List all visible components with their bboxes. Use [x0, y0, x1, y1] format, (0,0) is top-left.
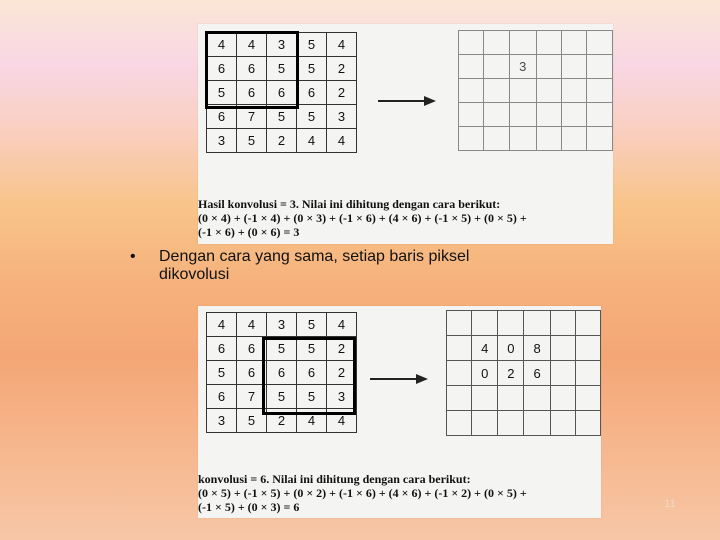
matrix-cell	[575, 361, 600, 386]
figure-caption	[198, 472, 601, 514]
matrix-cell	[447, 336, 472, 361]
matrix-row	[207, 129, 357, 153]
figure-bottom-image	[198, 306, 601, 518]
matrix-cell	[524, 411, 550, 436]
matrix-cell: 3	[509, 55, 536, 79]
matrix-cell: 4	[472, 336, 498, 361]
matrix-cell: 5	[207, 81, 237, 105]
matrix-cell	[447, 311, 472, 336]
caption-line-3: (-1 × 6) + (0 × 6) = 3	[198, 225, 300, 239]
matrix-cell	[447, 411, 472, 436]
matrix-cell: 5	[237, 409, 267, 433]
matrix-cell	[550, 386, 575, 411]
matrix-cell	[562, 103, 587, 127]
matrix-cell	[587, 55, 613, 79]
matrix-cell: 4	[237, 33, 267, 57]
matrix-cell	[550, 361, 575, 386]
matrix-cell	[536, 103, 561, 127]
arrow-right-icon	[370, 372, 430, 386]
matrix-cell	[524, 386, 550, 411]
matrix-cell	[562, 31, 587, 55]
matrix-cell: 5	[297, 313, 327, 337]
matrix-cell: 6	[207, 337, 237, 361]
matrix-cell	[587, 127, 613, 151]
matrix-cell: 4	[327, 313, 357, 337]
matrix-cell: 5	[267, 105, 297, 129]
matrix-cell	[509, 31, 536, 55]
matrix-cell: 5	[297, 105, 327, 129]
matrix-cell: 2	[327, 337, 357, 361]
matrix-cell	[536, 79, 561, 103]
matrix-cell	[536, 55, 561, 79]
bullet-icon: •	[130, 248, 136, 265]
matrix-cell	[498, 411, 524, 436]
matrix-cell: 4	[327, 409, 357, 433]
matrix-cell: 6	[207, 385, 237, 409]
input-matrix	[206, 312, 357, 433]
matrix-cell: 7	[237, 385, 267, 409]
matrix-cell	[459, 103, 484, 127]
matrix-cell: 4	[207, 33, 237, 57]
matrix-cell: 4	[237, 313, 267, 337]
matrix-row	[447, 311, 601, 336]
caption-line-2: (0 × 4) + (-1 × 4) + (0 × 3) + (-1 × 6) + (4 × 6) + (-1 × 5) + (0 × 5) +	[198, 211, 527, 225]
matrix-cell: 3	[267, 313, 297, 337]
matrix-cell: 0	[472, 361, 498, 386]
matrix-cell	[484, 31, 509, 55]
matrix-cell	[575, 336, 600, 361]
matrix-row	[207, 57, 357, 81]
matrix-cell	[575, 411, 600, 436]
matrix-row	[447, 411, 601, 436]
matrix-cell	[484, 79, 509, 103]
matrix-cell: 0	[498, 336, 524, 361]
matrix-cell: 3	[207, 409, 237, 433]
matrix-cell	[498, 311, 524, 336]
caption-line-1: Hasil konvolusi = 3. Nilai ini dihitung dengan cara berikut:	[198, 197, 501, 211]
arrow-right-icon	[378, 94, 438, 108]
matrix-cell	[562, 55, 587, 79]
matrix-cell: 6	[267, 81, 297, 105]
matrix-cell: 4	[297, 129, 327, 153]
matrix-cell	[536, 31, 561, 55]
page-number: 11	[664, 498, 676, 510]
matrix-cell	[509, 103, 536, 127]
matrix-cell: 6	[237, 337, 267, 361]
matrix-cell	[575, 311, 600, 336]
matrix-cell	[524, 311, 550, 336]
matrix-cell	[536, 127, 561, 151]
matrix-cell: 3	[267, 33, 297, 57]
matrix-cell: 5	[297, 33, 327, 57]
matrix-row	[459, 103, 613, 127]
matrix-row	[207, 361, 357, 385]
matrix-cell	[472, 386, 498, 411]
matrix-cell: 4	[297, 409, 327, 433]
matrix-cell: 6	[237, 57, 267, 81]
matrix-cell: 2	[498, 361, 524, 386]
matrix-cell: 5	[237, 129, 267, 153]
matrix-cell	[484, 103, 509, 127]
matrix-cell	[575, 386, 600, 411]
matrix-cell: 2	[327, 57, 357, 81]
matrix-cell: 6	[267, 361, 297, 385]
matrix-cell	[484, 127, 509, 151]
matrix-cell: 6	[237, 361, 267, 385]
matrix-cell	[459, 127, 484, 151]
matrix-cell: 8	[524, 336, 550, 361]
matrix-cell	[459, 55, 484, 79]
matrix-row	[207, 33, 357, 57]
matrix-cell: 2	[267, 409, 297, 433]
matrix-cell	[587, 79, 613, 103]
matrix-cell: 5	[267, 57, 297, 81]
matrix-cell	[472, 411, 498, 436]
matrix-cell	[550, 411, 575, 436]
output-matrix	[458, 30, 613, 151]
bullet-text-line-2: dikovolusi	[159, 266, 230, 283]
matrix-cell: 5	[207, 361, 237, 385]
matrix-cell: 5	[297, 337, 327, 361]
matrix-row	[207, 81, 357, 105]
matrix-cell	[447, 361, 472, 386]
matrix-cell	[509, 127, 536, 151]
matrix-cell: 6	[297, 361, 327, 385]
matrix-cell: 7	[237, 105, 267, 129]
bullet-text-line-1: Dengan cara yang sama, setiap baris piksel	[159, 248, 470, 265]
matrix-cell: 4	[327, 129, 357, 153]
matrix-cell	[484, 55, 509, 79]
matrix-cell: 2	[267, 129, 297, 153]
matrix-cell: 3	[327, 105, 357, 129]
figure-caption	[198, 197, 613, 239]
matrix-cell: 6	[207, 105, 237, 129]
matrix-cell: 2	[327, 361, 357, 385]
matrix-cell: 6	[297, 81, 327, 105]
matrix-cell: 6	[207, 57, 237, 81]
caption-line-3: (-1 × 5) + (0 × 3) = 6	[198, 500, 300, 514]
matrix-row	[207, 313, 357, 337]
matrix-cell	[550, 336, 575, 361]
matrix-row	[447, 336, 601, 361]
input-matrix	[206, 32, 357, 153]
matrix-cell: 4	[327, 33, 357, 57]
matrix-cell	[498, 386, 524, 411]
bullet-text	[159, 248, 469, 284]
matrix-row	[447, 361, 601, 386]
matrix-row	[207, 385, 357, 409]
caption-line-2: (0 × 5) + (-1 × 5) + (0 × 2) + (-1 × 6) + (4 × 6) + (-1 × 2) + (0 × 5) +	[198, 486, 527, 500]
matrix-row	[459, 55, 613, 79]
matrix-cell: 4	[207, 313, 237, 337]
matrix-row	[447, 386, 601, 411]
figure-top-image	[198, 24, 613, 244]
matrix-cell: 5	[267, 385, 297, 409]
caption-line-1: konvolusi = 6. Nilai ini dihitung dengan cara berikut:	[198, 472, 471, 486]
matrix-row	[207, 105, 357, 129]
matrix-row	[207, 337, 357, 361]
matrix-cell: 3	[207, 129, 237, 153]
matrix-cell	[472, 311, 498, 336]
matrix-row	[459, 127, 613, 151]
matrix-cell	[509, 79, 536, 103]
matrix-row	[207, 409, 357, 433]
matrix-cell: 2	[327, 81, 357, 105]
matrix-row	[459, 79, 613, 103]
matrix-cell	[562, 79, 587, 103]
matrix-cell: 6	[237, 81, 267, 105]
matrix-cell	[587, 31, 613, 55]
matrix-cell: 3	[327, 385, 357, 409]
matrix-row	[459, 31, 613, 55]
matrix-cell	[459, 31, 484, 55]
matrix-cell	[459, 79, 484, 103]
matrix-cell: 5	[297, 385, 327, 409]
matrix-cell: 5	[267, 337, 297, 361]
output-matrix	[446, 310, 601, 436]
matrix-cell	[562, 127, 587, 151]
matrix-cell: 6	[524, 361, 550, 386]
matrix-cell	[550, 311, 575, 336]
matrix-cell	[587, 103, 613, 127]
matrix-cell: 5	[297, 57, 327, 81]
matrix-cell	[447, 386, 472, 411]
